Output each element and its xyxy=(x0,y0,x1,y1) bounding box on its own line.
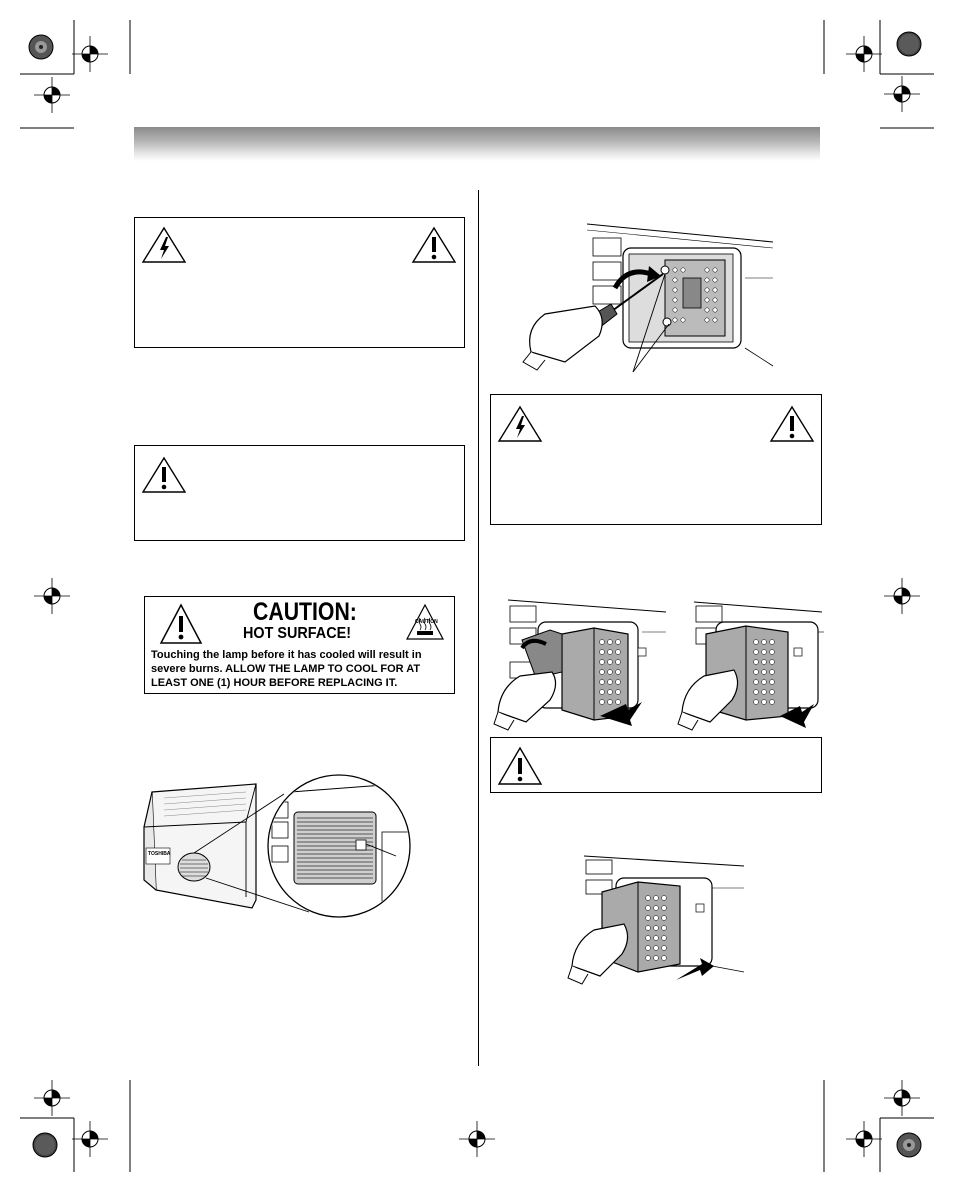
registration-mark-icon xyxy=(459,1121,495,1157)
warning-box-caution xyxy=(134,445,465,541)
registration-mark-icon xyxy=(846,1121,882,1157)
registration-mark-icon xyxy=(884,76,920,112)
lamp-removal-illustration-left xyxy=(490,592,670,732)
exclamation-warning-icon xyxy=(497,746,543,786)
exclamation-warning-icon xyxy=(159,603,203,645)
registration-mark-icon xyxy=(884,578,920,614)
registration-mark-icon xyxy=(884,1080,920,1116)
registration-mark-icon xyxy=(72,1121,108,1157)
registration-mark-icon xyxy=(72,36,108,72)
registration-mark-icon xyxy=(846,36,882,72)
section-header-bar xyxy=(134,127,820,161)
registration-mark-icon xyxy=(34,1080,70,1116)
warning-box-electric xyxy=(134,217,465,348)
hot-surface-caution-label xyxy=(144,596,455,694)
exclamation-warning-icon xyxy=(141,456,187,494)
lightning-warning-icon xyxy=(497,405,543,443)
caution-title: CAUTION: xyxy=(253,598,357,626)
warning-box-small xyxy=(490,737,822,793)
exclamation-warning-icon xyxy=(769,405,815,443)
lamp-removal-illustration-right xyxy=(676,592,826,732)
registration-mark-icon xyxy=(34,77,70,113)
registration-mark-icon xyxy=(897,32,921,56)
registration-mark-icon xyxy=(29,35,53,59)
column-divider xyxy=(478,190,479,1066)
registration-mark-icon xyxy=(33,1133,57,1157)
hot-surface-icon-text: CAUTION xyxy=(415,619,438,625)
caution-body-text: Touching the lamp before it has cooled will result in severe burns. ALLOW THE LAMP TO COOL FOR AT LEAST ONE (1) HOUR BEFORE REPLACING IT. xyxy=(151,649,422,689)
tv-rear-illustration xyxy=(134,772,434,922)
lamp-insertion-illustration xyxy=(562,848,752,988)
lightning-warning-icon xyxy=(141,226,187,264)
warning-box-electric-right xyxy=(490,394,822,525)
tv-rear-brand-label: TOSHIBA xyxy=(148,851,171,857)
lamp-cover-screw-illustration xyxy=(515,218,785,378)
registration-mark-icon xyxy=(34,578,70,614)
caution-subtitle: HOT SURFACE! xyxy=(243,625,351,642)
registration-mark-icon xyxy=(897,1133,921,1157)
exclamation-warning-icon xyxy=(411,226,457,264)
